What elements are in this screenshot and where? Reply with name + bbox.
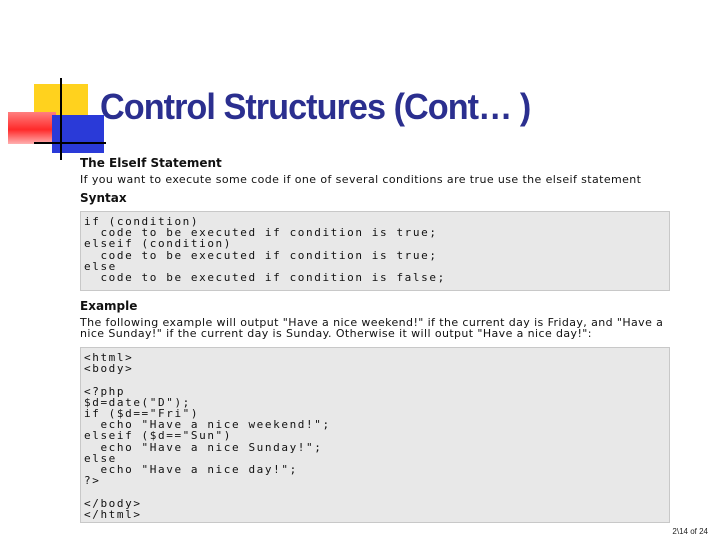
- slide-title: Control Structures (Cont… ): [100, 86, 531, 127]
- code-line: ?>: [84, 474, 101, 488]
- code-line: if (condition): [84, 215, 200, 228]
- section-heading: The ElseIf Statement: [80, 156, 222, 170]
- code-line: else: [84, 259, 117, 273]
- decorative-red-square: [8, 112, 56, 144]
- code-line: else: [84, 451, 117, 465]
- code-line: <html>: [84, 351, 134, 364]
- slide-content: [80, 156, 670, 523]
- section-description: If you want to execute some code if one of several conditions are true use the elseif statement: [80, 173, 642, 186]
- example-code-box: [80, 347, 670, 523]
- code-line: if ($d=="Fri"): [84, 407, 200, 421]
- example-description: The following example will output "Have a nice weekend!" if the current day is Friday, and "Have a nice Sunday!" if the current day is Sunday. Otherwise it will output "Have a nice day!":: [80, 316, 664, 340]
- code-line: code to be executed if condition is true;: [84, 248, 438, 262]
- code-line: [84, 374, 666, 385]
- code-line: elseif ($d=="Sun"): [84, 429, 233, 443]
- code-line: </body>: [84, 496, 142, 510]
- decorative-horizontal-line: [34, 142, 106, 144]
- code-line: echo "Have a nice weekend!";: [84, 418, 331, 432]
- code-line: </html>: [84, 507, 142, 521]
- syntax-heading: Syntax: [80, 191, 127, 205]
- code-line: echo "Have a nice Sunday!";: [84, 440, 323, 454]
- syntax-code-box: [80, 211, 670, 291]
- page-number: 2\14 of 24: [672, 527, 708, 536]
- code-line: code to be executed if condition is true;: [84, 226, 438, 240]
- code-line: <?php: [84, 384, 126, 398]
- code-line: <body>: [84, 362, 134, 376]
- code-line: [84, 486, 666, 497]
- code-line: code to be executed if condition is false;: [84, 271, 446, 285]
- example-heading: Example: [80, 299, 138, 313]
- code-line: $d=date("D");: [84, 395, 191, 409]
- code-line: elseif (condition): [84, 237, 233, 251]
- code-line: echo "Have a nice day!";: [84, 463, 298, 477]
- decorative-vertical-line: [60, 78, 62, 160]
